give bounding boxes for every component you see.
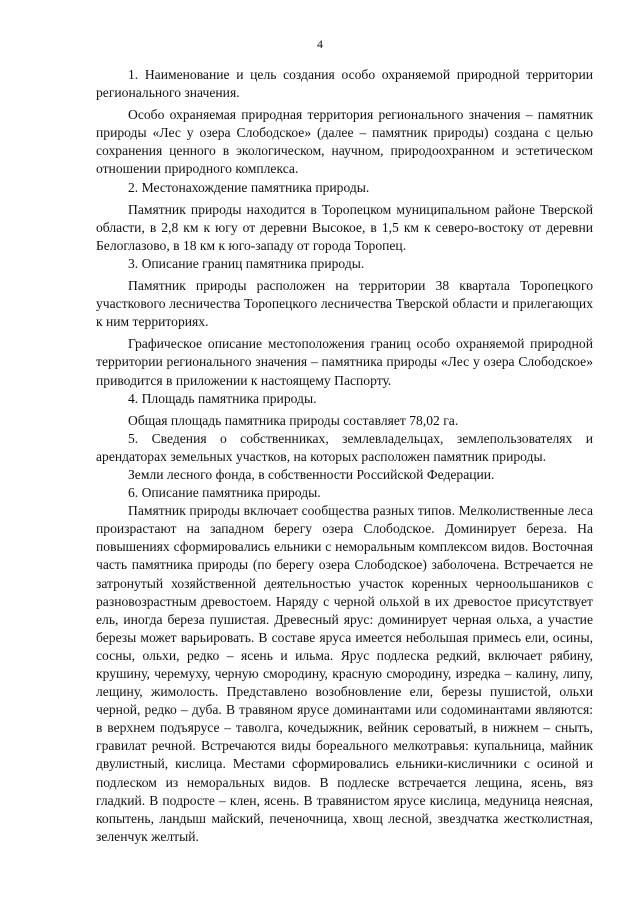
section-heading-1: 1. Наименование и цель создания особо охраняемой природной территории регионального значения.: [96, 67, 593, 101]
section-heading-4: 4. Площадь памятника природы.: [128, 390, 317, 406]
paragraph: Памятник природы находится в Торопецком муниципальном районе Тверской области, в 2,8 км к югу от деревни Высокое, в 1,5 км к северо-востоку от деревни Белоглазово, в 18 км к юго-западу от города Торопец.: [96, 201, 593, 253]
paragraph: Памятник природы включает сообщества разных типов. Мелколиственные леса произрастают на западном берегу озера Слободское. Доминирует береза. На повышениях сформировались ельники с неморальным комплексом видов. Восточная часть памятника природы (по берегу озера Слободское) заболочена. Встречается не затронутый хозяйственной деятельностью участок коренных черноольшаников с разновозрастным древостоем. Наряду с черной ольхой в их древостое присутствует ель, иногда береза пушистая. Древесный ярус: доминирует черная ольха, а участие березы может варьировать. В составе яруса имеется небольшая примесь ели, осины, сосны, ольхи, редко – ясень и ильма. Ярус подлеска редкий, включает рябину, крушину, черемуху, черную смородину, красную смородину, изредка – калину, липу, лещину, жимолость. Представлено возобновление ели, березы пушистой, ольхи черной, редко – дуба. В травяном ярусе доминантами или содоминантами являются: в верхнем подъярусе – таволга, кочедыжник, вейник сероватый, в нижнем – сныть, гравилат речной. Встречаются виды бореального мелкотравья: купальница, майник двулистный, кислица. Местами сформировались ельники-кисличники с осиной и подлеском из неморальных видов. В подлеске встречается лещина, ясень, вяз гладкий. В подросте – клен, ясень. В травянистом ярусе кислица, медуница неясная, копытень, ландыш майский, печеночница, хвощ лесной, звездчатка жестколистная, зеленчук желтый.: [96, 503, 593, 844]
body-text: [96, 66, 593, 846]
section-heading-6: 6. Описание памятника природы.: [128, 485, 321, 501]
section-heading-5: 5. Сведения о собственниках, землевладельцах, землепользователях и арендаторах земельных участков, на которых расположен памятник природы.: [96, 430, 593, 464]
paragraph: Общая площадь памятника природы составляет 78,02 га.: [128, 412, 459, 428]
section-heading-3: 3. Описание границ памятника природы.: [128, 255, 365, 271]
paragraph: Особо охраняемая природная территория регионального значения – памятник природы «Лес у озера Слободское» (далее – памятник природы) создана с целью сохранения ценного в экологическом, научном, природоохранном и эстетическом отношении природного комплекса.: [96, 107, 593, 177]
page-number: 4: [317, 37, 323, 51]
paragraph: Графическое описание местоположения границ особо охраняемой природной территории регионального значения – памятника природы «Лес у озера Слободское» приводится в приложении к настоящему Паспорту.: [96, 336, 593, 388]
paragraph: Земли лесного фонда, в собственности Российской Федерации.: [128, 466, 495, 482]
paragraph: Памятник природы расположен на территории 38 квартала Торопецкого участкового лесничества Торопецкого лесничества Тверской области и прилегающих к ним территориях.: [96, 278, 593, 330]
section-heading-2: 2. Местонахождение памятника природы.: [128, 179, 370, 195]
